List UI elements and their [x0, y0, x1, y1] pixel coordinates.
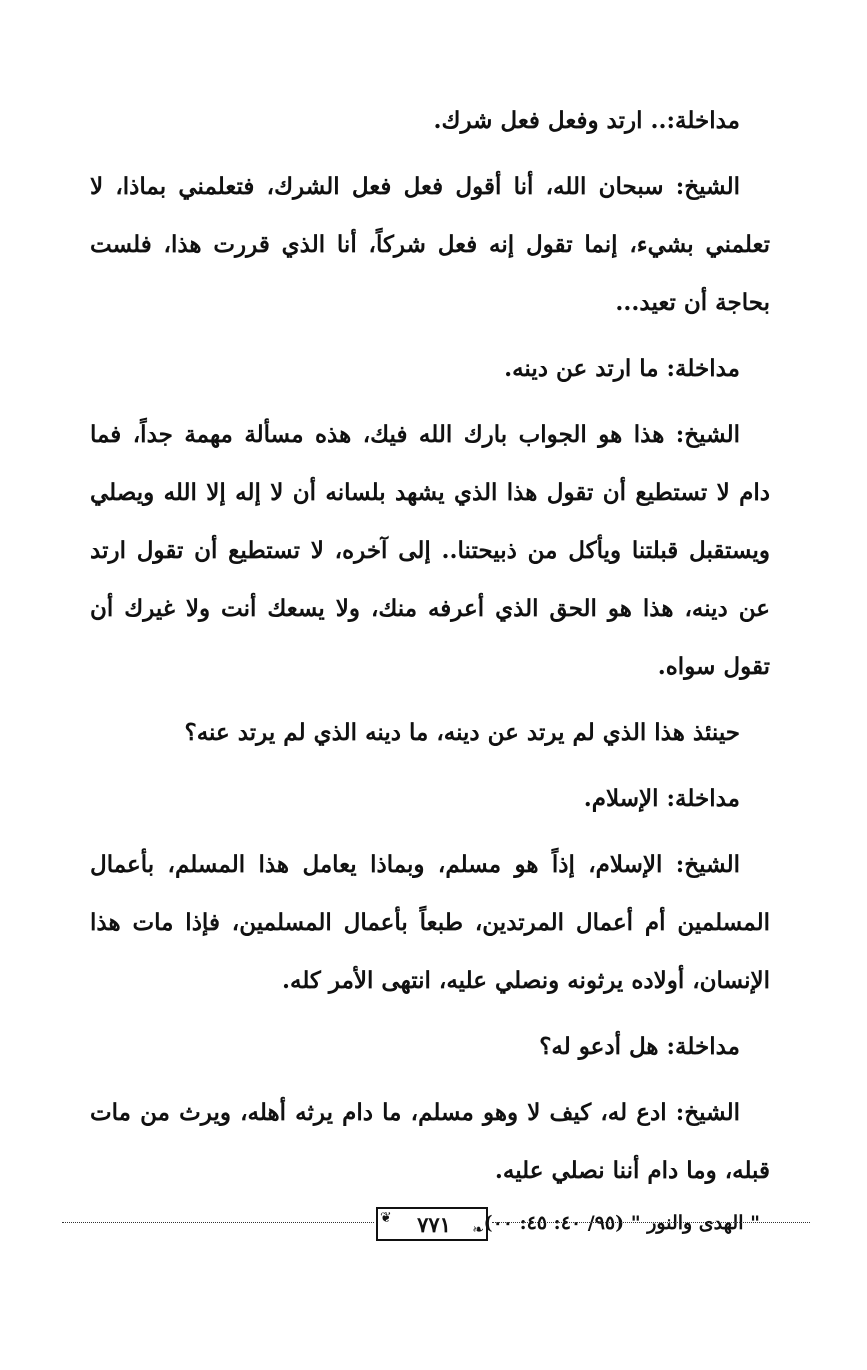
paragraph-intervention-2: مداخلة: ما ارتد عن دينه.	[504, 355, 740, 382]
footer-rule-right	[492, 1222, 810, 1223]
paragraph-sheikh-4: الشيخ: ادع له، كيف لا وهو مسلم، ما دام يرثه أهله، ويرث من مات قبله، وما دام أننا نصلي عليه.	[90, 1099, 770, 1184]
paragraph-sheikh-2: الشيخ: هذا هو الجواب بارك الله فيك، هذه مسألة مهمة جداً، فما دام لا تستطيع أن تقول هذا الذي يشهد بلسانه أن لا إله إلا الله ويصلي ويستقبل قبلتنا ويأكل من ذبيحتنا.. إلى آخره، لا تستطيع أن تقول ارتد عن دينه، هذا هو الحق الذي أعرفه منك، ولا يسعك أنت ولا غيرك أن تقول سواه.	[90, 421, 770, 680]
page-number-frame	[376, 1207, 488, 1241]
paragraph-sheikh-3: الشيخ: الإسلام، إذاً هو مسلم، وبماذا يعامل هذا المسلم، بأعمال المسلمين أم أعمال المرتدين، طبعاً بأعمال المسلمين، فإذا مات هذا الإنسان، أولاده يرثونه ونصلي عليه، انتهى الأمر كله.	[90, 851, 770, 994]
source-citation: " الهدى والنور " (٩٥/ ٤٠: ٤٥: ٠٠)	[483, 1212, 760, 1234]
paragraph-intervention-3: مداخلة: الإسلام.	[583, 785, 740, 812]
paragraph-intervention-1: مداخلة:.. ارتد وفعل فعل شرك.	[433, 107, 740, 134]
page-footer	[62, 1205, 810, 1245]
paragraph-sheikh-1: الشيخ: سبحان الله، أنا أقول فعل فعل الشرك، فتعلمني بماذا، لا تعلمني بشيء، إنما تقول إنه فعل شركاً، أنا الذي قررت هذا، فلست بحاجة أن تعيد...	[90, 173, 770, 316]
main-text	[90, 92, 770, 1238]
ornament-icon: ❦	[380, 1210, 392, 1226]
paragraph-intervention-4: مداخلة: هل أدعو له؟	[539, 1033, 740, 1060]
paragraph-question: حينئذ هذا الذي لم يرتد عن دينه، ما دينه الذي لم يرتد عنه؟	[184, 719, 740, 746]
ornament-icon: ❧	[472, 1222, 484, 1238]
footer-rule-left	[62, 1222, 374, 1223]
page-number: ٧٧١	[417, 1212, 451, 1237]
